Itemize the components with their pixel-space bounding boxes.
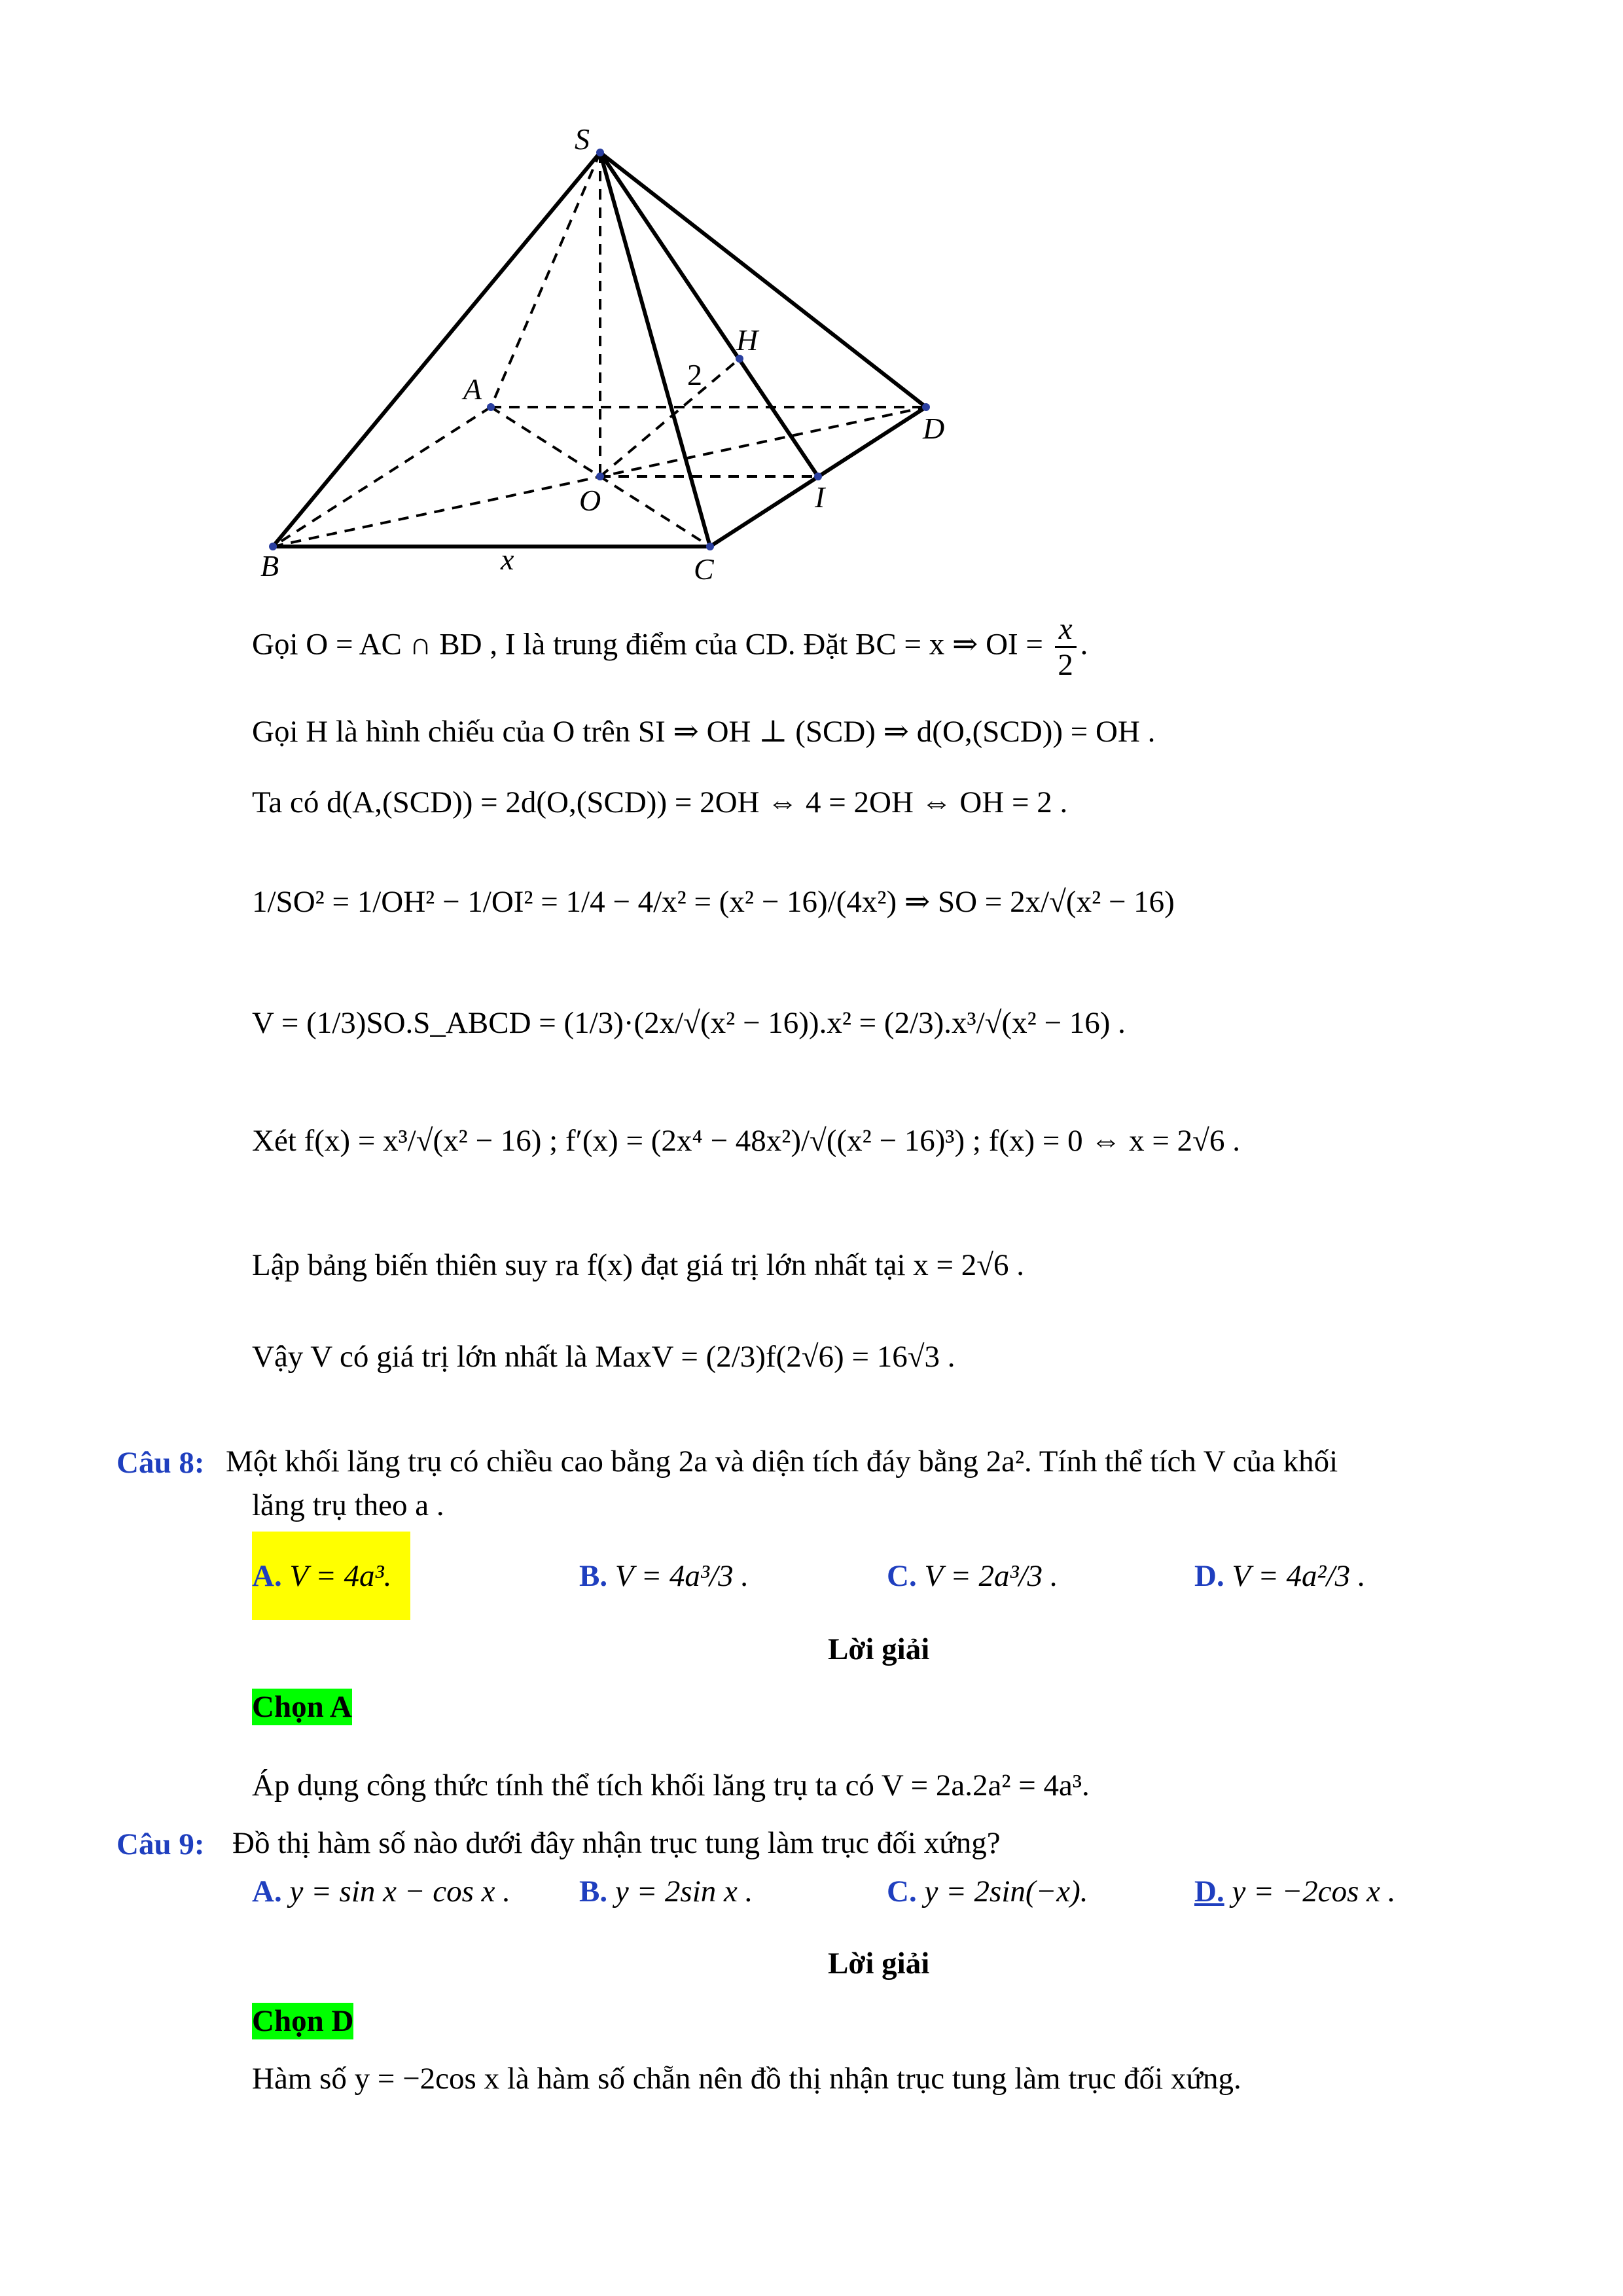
q9-explanation: Hàm số y = −2cos x là hàm số chẵn nên đồ thị nhận trục tung làm trục đối xứng. (252, 2062, 1241, 2096)
q9-label: Câu 9: (116, 1827, 205, 1861)
q8-text-1: Một khối lăng trụ có chiều cao bằng 2a và diện tích đáy bằng 2a². Tính thể tích V của khối (226, 1444, 1338, 1479)
q9-option-b[interactable]: B. y = 2sin x . (579, 1874, 753, 1909)
segment-OH (600, 359, 740, 476)
q9-solution-title: Lời giải (828, 1946, 930, 1981)
q8-chosen-answer: Chọn A (252, 1690, 352, 1724)
q8-label: Câu 8: (116, 1446, 205, 1480)
solution-line-2: Gọi H là hình chiếu của O trên SI ⇒ OH ⊥ (SCD) ⇒ d(O,(SCD)) = OH . (252, 715, 1156, 749)
label-A: A (463, 372, 482, 406)
solution-line-5: V = (1/3)SO.S_ABCD = (1/3)·(2x/√(x² − 16)).x² = (2/3).x³/√(x² − 16) . (252, 1006, 1126, 1040)
edge-SA (491, 152, 600, 407)
label-B: B (260, 549, 279, 583)
solution-line-1: Gọi O = AC ∩ BD , I là trung điểm của CD. Đặt BC = x ⇒ OI = $\frac{x}{2}$ . (252, 612, 1088, 682)
q8-option-a[interactable]: A. V = 4a³. (252, 1559, 392, 1593)
q8-explanation: Áp dụng công thức tính thể tích khối lăng trụ ta có V = 2a.2a² = 4a³. (252, 1768, 1090, 1803)
q9-option-d[interactable]: D. y = −2cos x . (1194, 1874, 1396, 1909)
edge-SI (600, 152, 818, 476)
solution-line-3: Ta có d(A,(SCD)) = 2d(O,(SCD)) = 2OH ⇔ 4 = 2OH ⇔ OH = 2 . (252, 785, 1068, 819)
q8-option-d[interactable]: D. V = 4a²/3 . (1194, 1559, 1366, 1593)
label-S: S (575, 122, 590, 156)
q8-text-2: lăng trụ theo a . (252, 1488, 444, 1522)
pyramid-figure (0, 0, 1623, 602)
solution-line-7: Lập bảng biến thiên suy ra f(x) đạt giá trị lớn nhất tại x = 2√6 . (252, 1248, 1025, 1282)
solution-line-4: 1/SO² = 1/OH² − 1/OI² = 1/4 − 4/x² = (x² − 16)/(4x²) ⇒ SO = 2x/√(x² − 16) (252, 885, 1175, 919)
edge-AB (273, 407, 491, 547)
label-2: 2 (687, 358, 702, 391)
label-I: I (815, 480, 825, 514)
q8-solution-title: Lời giải (828, 1632, 930, 1666)
q9-option-c[interactable]: C. y = 2sin(−x). (887, 1874, 1088, 1909)
label-x: x (501, 543, 514, 576)
q8-option-c[interactable]: C. V = 2a³/3 . (887, 1559, 1058, 1593)
solution-line-8: Vậy V có giá trị lớn nhất là MaxV = (2/3)f(2√6) = 16√3 . (252, 1340, 955, 1374)
edge-SD (600, 152, 926, 407)
label-O: O (579, 484, 601, 517)
q8-option-b[interactable]: B. V = 4a³/3 . (579, 1559, 749, 1593)
solution-line-6: Xét f(x) = x³/√(x² − 16) ; f′(x) = (2x⁴ − 48x²)/√((x² − 16)³) ; f(x) = 0 ⇔ x = 2√6 . (252, 1124, 1240, 1158)
q9-option-a[interactable]: A. y = sin x − cos x . (252, 1874, 510, 1909)
q9-text: Đồ thị hàm số nào dưới đây nhận trục tung làm trục đối xứng? (232, 1826, 1001, 1860)
label-C: C (694, 552, 714, 586)
label-D: D (923, 412, 945, 445)
label-H: H (736, 323, 758, 357)
q9-chosen-answer: Chọn D (252, 2004, 354, 2038)
